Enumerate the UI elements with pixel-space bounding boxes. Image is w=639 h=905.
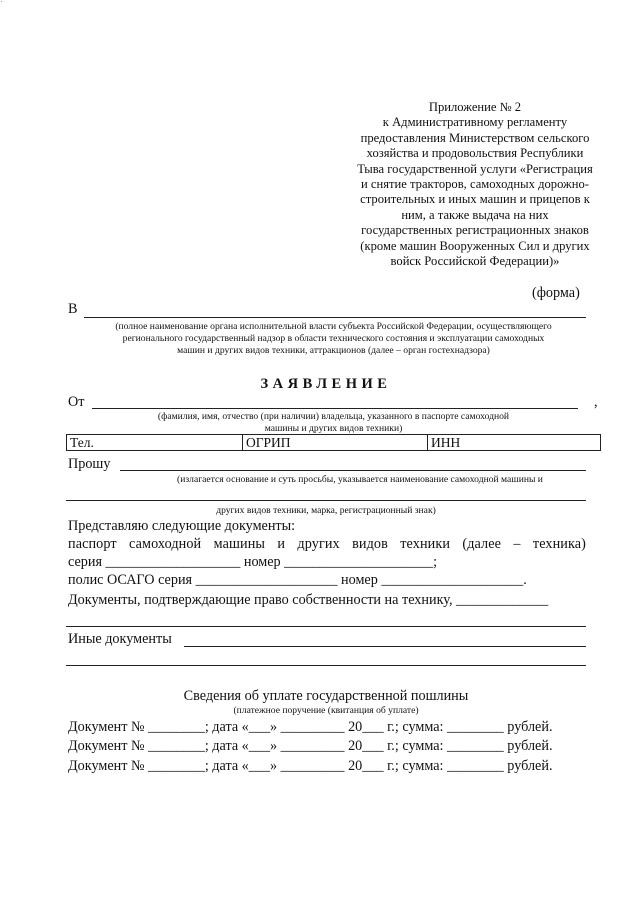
documents-intro: Представляю следующие документы: [68, 518, 296, 534]
passport-line: паспорт самоходной машины и других видов техники (далее – техника) [68, 536, 586, 552]
addressee-prefix: В [68, 301, 78, 317]
header-line: к Административному регламенту [382, 115, 568, 130]
request-field[interactable] [120, 470, 586, 471]
from-hint [66, 411, 601, 435]
header-line: хозяйства и продовольствия Республики [366, 146, 584, 161]
other-documents-label: Иные документы [68, 631, 172, 647]
contact-phone-cell[interactable]: Тел. [70, 435, 94, 450]
other-documents-field-2[interactable] [66, 665, 586, 666]
scan-corner-mark: ˙ [0, 0, 4, 11]
payment-subtitle: (платежное поручение (квитанция об уплате) [233, 705, 419, 716]
appendix-header [330, 100, 620, 269]
header-line: ним, а также выдача на них [401, 207, 549, 222]
from-comma: , [594, 394, 598, 410]
addressee-hint [66, 321, 601, 358]
header-line: и снятие тракторов, самоходных дорожно- [361, 177, 589, 192]
osago-line[interactable]: полис ОСАГО серия ____________________ номер ____________________. [68, 572, 527, 588]
header-line: войск Российской Федерации)» [390, 254, 560, 269]
from-hint-line: (фамилия, имя, отчество (при наличии) владельца, указанного в паспорте самоходной [157, 411, 510, 422]
addressee-field[interactable] [84, 317, 586, 318]
header-line: Приложение № 2 [428, 100, 522, 114]
contacts-table [66, 434, 601, 451]
ownership-field-2[interactable] [66, 626, 586, 627]
addressee-hint-line: регионального государственный надзор в области технического состояния и эксплуатации самоходных [122, 333, 545, 345]
from-hint-line: машины и других видов техники) [264, 423, 403, 435]
header-line: строительных и иных машин и прицепов к [360, 192, 590, 207]
header-line: государственных регистрационных знаков [361, 223, 589, 238]
contact-ogrip-cell[interactable]: ОГРИП [242, 435, 427, 450]
addressee-hint-line: (полное наименование органа исполнительной власти субъекта Российской Федерации, осуществляющего [115, 321, 552, 332]
request-field-2[interactable] [66, 500, 586, 501]
contact-inn-cell[interactable]: ИНН [427, 435, 600, 450]
forma-label: (форма) [532, 285, 580, 301]
addressee-hint-line: машин и других видов техники, аттракционов (далее – орган гостехнадзора) [177, 345, 490, 357]
payment-row[interactable]: Документ № ________; дата «___» _________ 20___ г.; сумма: ________ рублей. [68, 758, 553, 774]
payment-title: Сведения об уплате государственной пошлины [183, 688, 469, 704]
header-line: Тыва государственной услуги «Регистрация [357, 161, 593, 176]
other-documents-field[interactable] [184, 646, 586, 647]
request-hint-2: других видов техники, марка, регистрационный знак) [216, 505, 436, 516]
header-line: (кроме машин Вооруженных Сил и других [360, 238, 590, 253]
document-title: ЗАЯВЛЕНИЕ [260, 376, 392, 392]
from-prefix: От [68, 394, 85, 410]
request-hint-1: (излагается основание и суть просьбы, указывается наименование самоходной машины и [177, 474, 543, 485]
from-field[interactable] [92, 408, 578, 409]
ownership-line[interactable]: Документы, подтверждающие право собственности на технику, _____________ [68, 592, 549, 608]
payment-row[interactable]: Документ № ________; дата «___» _________ 20___ г.; сумма: ________ рублей. [68, 738, 553, 754]
series-line[interactable]: серия ___________________ номер _____________________; [68, 554, 438, 570]
request-prefix: Прошу [68, 456, 111, 472]
header-line: предоставления Министерством сельского [360, 130, 590, 145]
payment-row[interactable]: Документ № ________; дата «___» _________ 20___ г.; сумма: ________ рублей. [68, 719, 553, 735]
